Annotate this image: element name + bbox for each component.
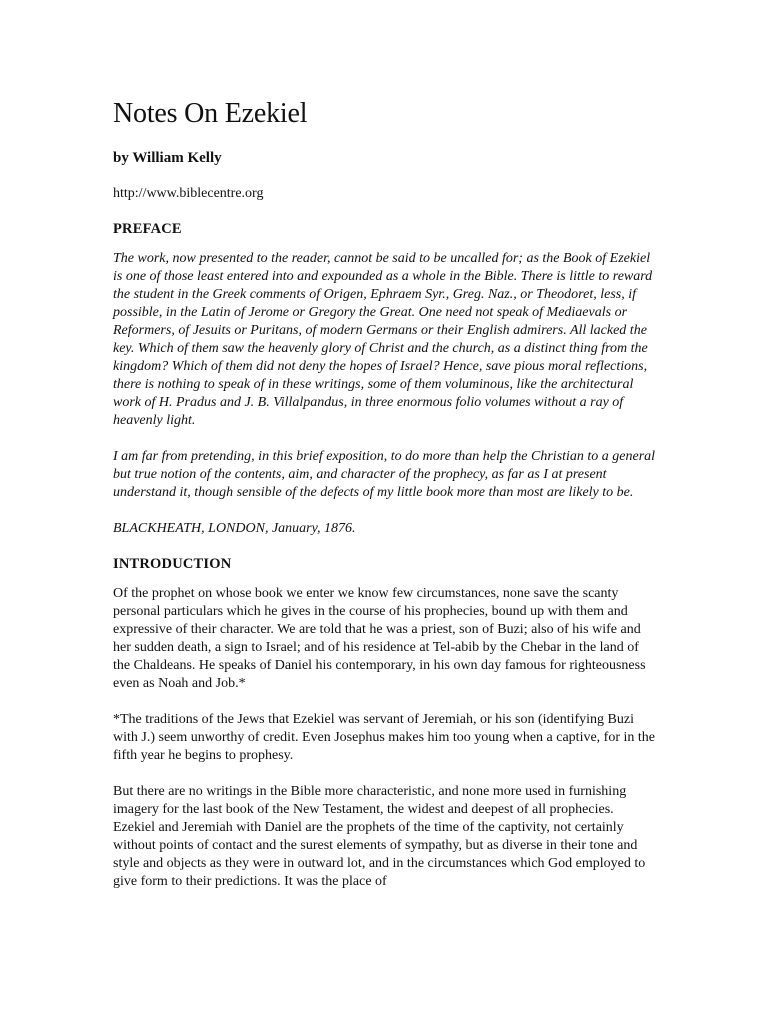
preface-heading: PREFACE [113,221,182,237]
footnote-paragraph: *The traditions of the Jews that Ezekiel was servant of Jeremiah, or his son (identifying Buzi with J.) seem unworthy of credit. Even Josephus makes him too young when a captive, for in the fifth year he begins to prophesy. [113,712,655,763]
introduction-paragraph: Of the prophet on whose book we enter we know few circumstances, none save the scanty personal particulars which he gives in the course of his prophecies, bound up with them and expressive of their character. We are told that he was a priest, son of Buzi; also of his wife and her sudden death, a sign to Israel; and of his residence at Tel-abib by the Chebar in the land of the Chaldeans. He speaks of Daniel his contemporary, in his own day famous for righteousness even as Noah and Job.* [113,586,646,691]
document-author: by William Kelly [113,150,222,166]
document-title: Notes On Ezekiel [113,98,308,129]
introduction-heading: INTRODUCTION [113,556,232,572]
preface-paragraph: I am far from pretending, in this brief exposition, to do more than help the Christian to a general but true notion of the contents, aim, and character of the prophecy, as far as I at present understand it, though sensible of the defects of my little book more than most are likely to be. [113,449,656,500]
document-page [113,96,658,891]
preface-paragraph: The work, now presented to the reader, cannot be said to be uncalled for; as the Book of Ezekiel is one of those least entered into and expounded as a whole in the Bible. There is little to reward the student in the Greek comments of Origen, Ephraem Syr., Greg. Naz., or Theodoret, less, if possible, in the Latin of Jerome or Gregory the Great. One need not speak of Mediaevals or Reformers, of Jesuits or Puritans, of modern Germans or their English admirers. All lacked the key. Which of them saw the heavenly glory of Christ and the church, as a distinct thing from the kingdom? Which of them did not deny the hopes of Israel? Hence, save pious moral reflections, there is nothing to speak of in these writings, some of them voluminous, like the architectural work of H. Pradus and J. B. Villalpandus, in three enormous folio volumes without a ray of heavenly light. [113,251,653,428]
introduction-paragraph: But there are no writings in the Bible more characteristic, and none more used in furnishing imagery for the last book of the New Testament, the widest and deepest of all prophecies. Ezekiel and Jeremiah with Daniel are the prophets of the time of the captivity, not certainly without points of contact and the surest elements of sympathy, but as diverse in their tone and style and objects as they were in outward lot, and in the circumstances which God employed to give form to their predictions. It was the place of [113,784,646,889]
preface-signature: BLACKHEATH, LONDON, January, 1876. [113,521,356,536]
source-url: http://www.biblecentre.org [113,186,264,201]
